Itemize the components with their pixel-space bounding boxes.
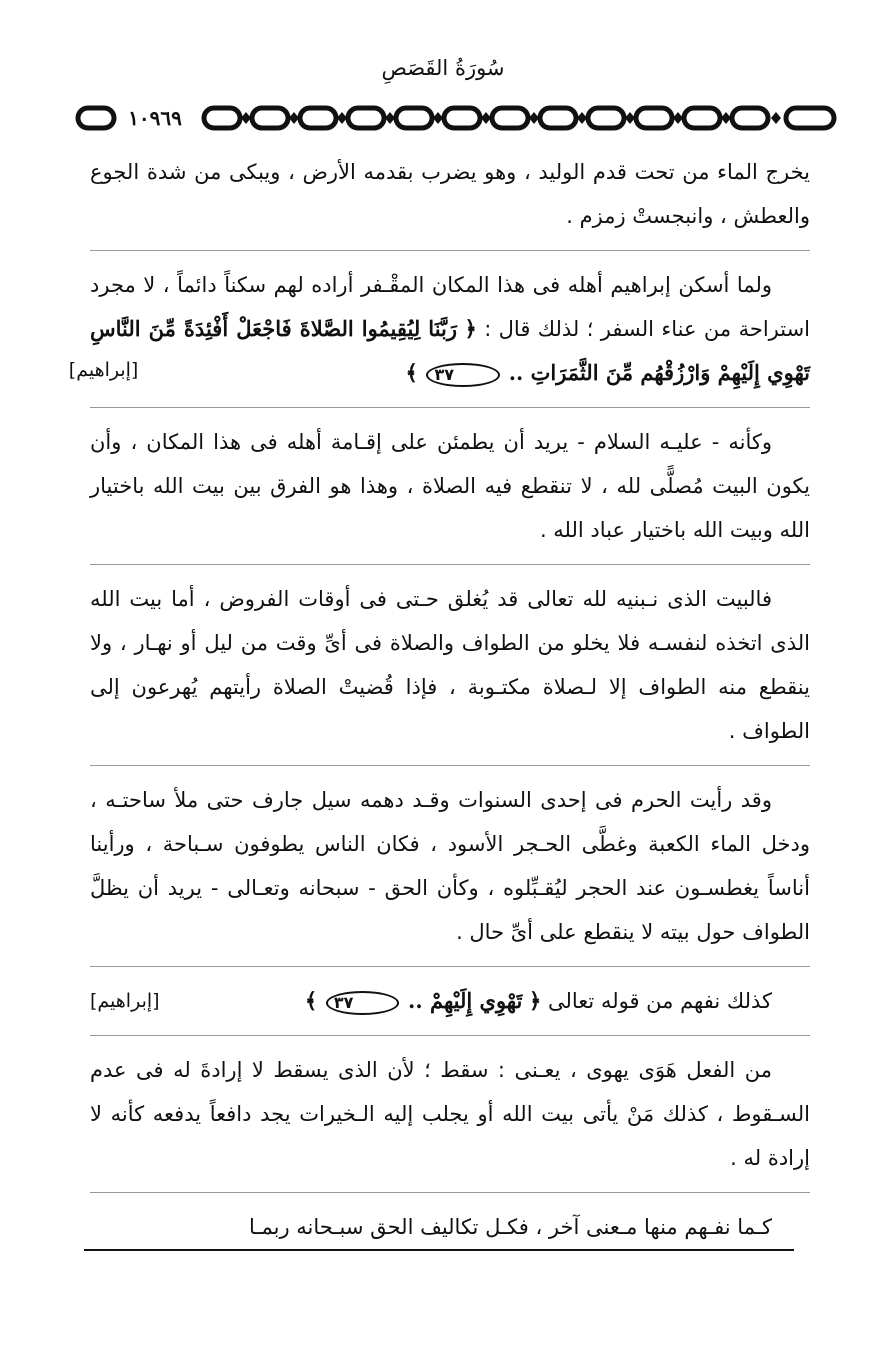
quote-close-bracket: ﴾ bbox=[304, 988, 318, 1013]
quran-verse: رَبَّنَا لِيُقِيمُوا الصَّلاةَ فَاجْعَلْ أَفْئِدَةً مِّنَ النَّاسِ تَهْوِي إِلَيْهِمْ وَارْزُقْهُم مِّنَ الثَّمَرَاتِ .. bbox=[90, 316, 810, 385]
paragraph-divider bbox=[90, 250, 810, 251]
paragraph-7: من الفعل هَوَى يهوى ، يعـنى : سقط ؛ لأن الذى يسقط لا إرادةَ له فى عدم السـقوط ، كذلك مَنْ يأتى بيت الله أو يجلب إليه الـخيرات يجد دافعاً يدفعه كأنه لا إرادة له . bbox=[90, 1058, 810, 1170]
quote-open-bracket: ﴿ bbox=[529, 988, 542, 1013]
quote-open-bracket: ﴿ bbox=[464, 316, 477, 341]
paragraph-divider bbox=[90, 966, 810, 967]
paragraph-6-text: كذلك نفهم من قوله تعالى bbox=[548, 989, 772, 1013]
paragraph-8: كـما نفـهم منها مـعنى آخر ، فكـل تكاليف الحق سبـحانه ربمـا bbox=[248, 1215, 772, 1239]
paragraph-divider bbox=[90, 1192, 810, 1193]
quote-close-bracket: ﴾ bbox=[405, 360, 418, 385]
aya-number: ٣٧ bbox=[326, 991, 400, 1015]
paragraph-divider bbox=[90, 1035, 810, 1036]
quran-verse: تَهْوِي إِلَيْهِمْ .. bbox=[408, 988, 523, 1013]
page-body bbox=[68, 150, 811, 1261]
aya-number: ٣٧ bbox=[426, 363, 500, 387]
paragraph-divider bbox=[90, 765, 810, 766]
paragraph-2 bbox=[68, 263, 811, 395]
paragraph-divider bbox=[90, 564, 810, 565]
verse-source: [إبراهيم] bbox=[90, 990, 160, 1012]
paragraph-divider bbox=[90, 407, 810, 408]
paragraph-6 bbox=[90, 979, 810, 1023]
paragraph-3: وكأنه - عليـه السلام - يريد أن يطمئن على إقـامة أهله فى هذا المكان ، وأن يكون البيت مُصلًّى لله ، لا تنقطع فيه الصلاة ، وهذا هو الفرق بين بيت الله باختيار الله وبيت الله باختيار عباد الله . bbox=[90, 430, 810, 542]
page-number: ١٠٩٦٩ bbox=[118, 104, 192, 132]
verse-source: [إبراهيم] bbox=[68, 359, 139, 381]
paragraph-4: فالبيت الذى نـبنيه لله تعالى قد يُغلق حـتى فى أوقات الفروض ، أما بيت الله الذى اتخذه لنفسـه فلا يخلو من الطواف والصلاة فى أىِّ وقت من ليل أو نهـار ، ولا ينقطع منه الطواف إلا لـصلاة مكتـوبة ، فإذا قُضيتْ الصلاة رأيتهم يُهرعون إلى الطواف . bbox=[90, 587, 810, 743]
paragraph-1: يخرج الماء من تحت قدم الوليد ، وهو يضرب بقدمه الأرض ، ويبكى من شدة الجوع والعطش ، وانبجستْ زمزم . bbox=[90, 160, 810, 228]
paragraph-5: وقد رأيت الحرم فى إحدى السنوات وقـد دهمه سيل جارف حتى ملأ ساحتـه ، ودخل الماء الكعبة وغطَّى الحـجر الأسود ، فكان الناس يطوفون سـباحة ، ورأينا أناساً يغطسـون عند الحجر ليُقـبِّلوه ، وكأن الحق - سبحانه وتعـالى - يريد أن يظلَّ الطواف حول بيته لا ينقطع على أىِّ حال . bbox=[90, 788, 810, 944]
paragraph-2-text: ولما أسكن إبراهيم أهله فى هذا المكان المقْـفر أراده لهم سكناً دائماً ، لا مجرد استراحة من عناء السفر ؛ لذلك قال : bbox=[90, 273, 811, 341]
surah-title: سُورَةُ القَصَصِ bbox=[381, 56, 505, 80]
footer-rule bbox=[84, 1249, 794, 1251]
